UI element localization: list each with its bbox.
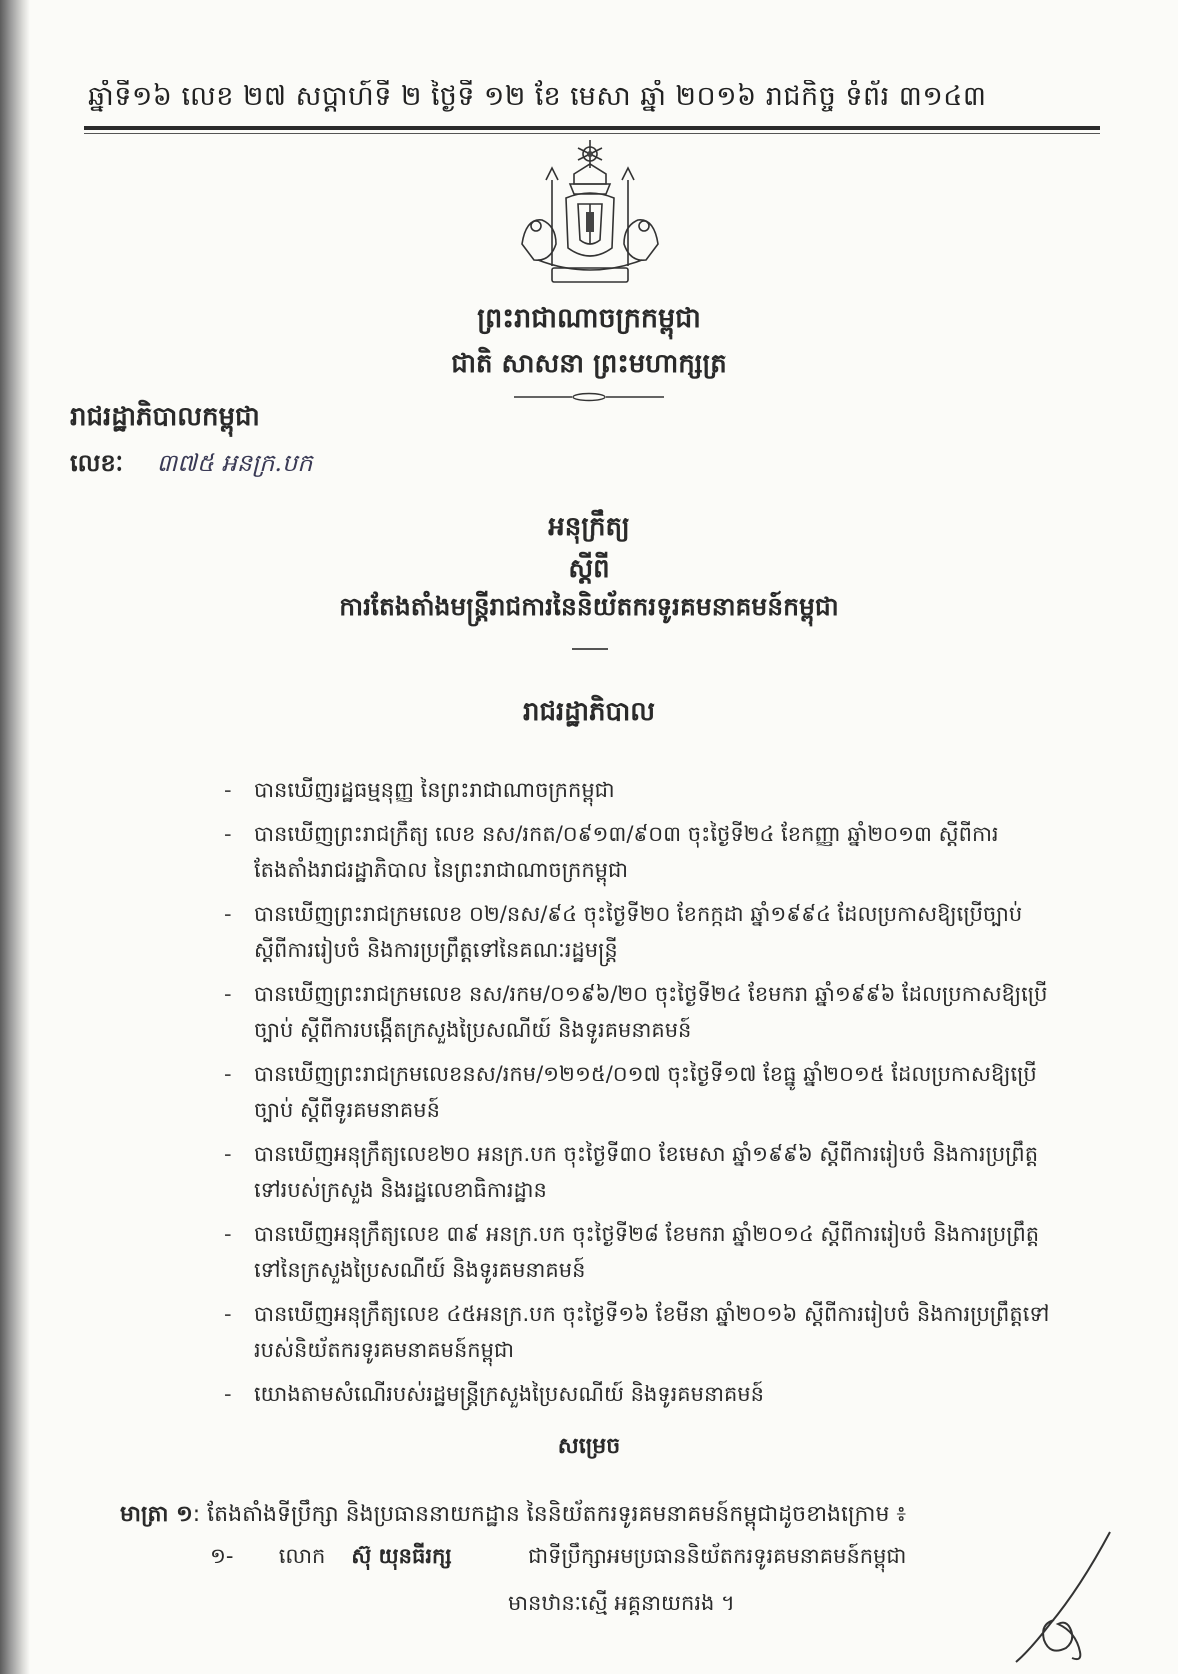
appointee-rank: មានឋានៈស្មើ អគ្គនាយករង ។ <box>508 1591 735 1615</box>
considerations-list <box>224 772 1054 1420</box>
article-1-text: : តែងតាំងទីប្រឹក្សា និងប្រធាននាយកដ្ឋាន នៃនិយ័តករទូរគមនាគមន៍កម្ពុជាដូចខាងក្រោម ៖ <box>192 1502 907 1527</box>
header-divider <box>84 126 1100 130</box>
document-type: អនុក្រឹត្យ <box>548 512 630 542</box>
appointee-position: ជាទីប្រឹក្សាអមប្រធាននិយ័តករទូរគមនាគមន៍កម្ពុជា <box>528 1544 907 1568</box>
article-1 <box>120 1500 906 1532</box>
consideration-item: - បានឃើញព្រះរាជក្រឹត្យ លេខ នស/រកត/០៩១៣/៩០៣ ចុះថ្ងៃទី២៤ ខែកញ្ញា ឆ្នាំ២០១៣ ស្តីពីការតែងតាំងរាជរដ្ឋាភិបាល នៃព្រះរាជាណាចក្រកម្ពុជា <box>224 816 1054 888</box>
consideration-item: - បានឃើញរដ្ឋធម្មនុញ្ញ នៃព្រះរាជាណាចក្រកម្ពុជា <box>224 772 1054 808</box>
appointee-title: លោក <box>278 1544 326 1568</box>
consideration-item: - បានឃើញព្រះរាជក្រមលេខ នស/រកម/០១៩៦/២០ ចុះថ្ងៃទី២៤ ខែមករា ឆ្នាំ១៩៩៦ ដែលប្រកាសឱ្យប្រើច្បាប់ ស្តីពីការបង្កើតក្រសួងប្រៃសណីយ៍ និងទូរគមនាគមន៍ <box>224 976 1054 1048</box>
issuer-name: រាជរដ្ឋាភិបាលកម្ពុជា <box>70 402 260 432</box>
kingdom-name: ព្រះរាជាណាចក្រកម្ពុជា <box>477 303 701 334</box>
appointee-name: ស៊ុ យុនធីរក្ស <box>351 1544 452 1568</box>
ornament-divider-icon <box>514 392 664 402</box>
header-divider-thin <box>84 133 1100 134</box>
article-1-label: មាត្រា ១ <box>120 1502 193 1527</box>
title-separator <box>572 648 608 650</box>
document-number <box>70 448 312 483</box>
authority-heading: រាជរដ្ឋាភិបាល <box>522 697 656 727</box>
consideration-item: - បានឃើញអនុក្រឹត្យលេខ២០ អនក្រ.បក ចុះថ្ងៃទី៣០ ខែមេសា ឆ្នាំ១៩៩៦ ស្តីពីការរៀបចំ និងការប្រព្រឹត្តទៅរបស់ក្រសួង និងរដ្ឋលេខាធិការដ្ឋាន <box>224 1136 1054 1208</box>
consideration-item: - យោងតាមសំណើរបស់រដ្ឋមន្ត្រីក្រសួងប្រៃសណីយ៍ និងទូរគមនាគមន៍ <box>224 1376 1054 1412</box>
appointee-item <box>210 1543 906 1574</box>
gazette-header: ឆ្នាំទី១៦ លេខ ២៧ សប្តាហ៍ទី ២ ថ្ងៃទី ១២ ខែ មេសា ឆ្នាំ ២០១៦ រាជកិច្ច ទំព័រ ៣១៤៣ <box>88 81 987 112</box>
document-number-label: លេខៈ <box>70 449 124 477</box>
decision-heading: សម្រេច <box>557 1434 621 1459</box>
kingdom-motto: ជាតិ សាសនា ព្រះមហាក្សត្រ <box>451 349 727 379</box>
document-about: ស្តីពី <box>568 554 610 584</box>
consideration-item: - បានឃើញព្រះរាជក្រមលេខនស/រកម/១២១៥/០១៧ ចុះថ្ងៃទី១៧ ខែធ្នូ ឆ្នាំ២០១៥ ដែលប្រកាសឱ្យប្រើច្បាប់ ស្តីពីទូរគមនាគមន៍ <box>224 1056 1054 1128</box>
appointee-index: ១- <box>210 1544 234 1568</box>
signature-initial-icon <box>1010 1528 1120 1668</box>
scan-edge-shadow <box>0 0 30 1674</box>
consideration-item: - បានឃើញអនុក្រឹត្យលេខ ៤៥អនក្រ.បក ចុះថ្ងៃទី១៦ ខែមីនា ឆ្នាំ២០១៦ ស្តីពីការរៀបចំ និងការប្រព្រឹត្តទៅរបស់និយ័តករទូរគមនាគមន៍កម្ពុជា <box>224 1296 1054 1368</box>
document-subject: ការតែងតាំងមន្ត្រីរាជការនៃនិយ័តករទូរគមនាគមន៍កម្ពុជា <box>339 592 839 621</box>
royal-coat-of-arms-icon <box>512 140 668 290</box>
document-number-value: ៣៧៥ អនក្រ.បក <box>156 449 313 477</box>
consideration-item: - បានឃើញព្រះរាជក្រមលេខ ០២/នស/៩៤ ចុះថ្ងៃទី២០ ខែកក្កដា ឆ្នាំ១៩៩៤ ដែលប្រកាសឱ្យប្រើច្បាប់ស្តីពីការរៀបចំ និងការប្រព្រឹត្តទៅនៃគណៈរដ្ឋមន្ត្រី <box>224 896 1054 968</box>
consideration-item: - បានឃើញអនុក្រឹត្យលេខ ៣៩ អនក្រ.បក ចុះថ្ងៃទី២៨ ខែមករា ឆ្នាំ២០១៤ ស្តីពីការរៀបចំ និងការប្រព្រឹត្តទៅនៃក្រសួងប្រៃសណីយ៍ និងទូរគមនាគមន៍ <box>224 1216 1054 1288</box>
